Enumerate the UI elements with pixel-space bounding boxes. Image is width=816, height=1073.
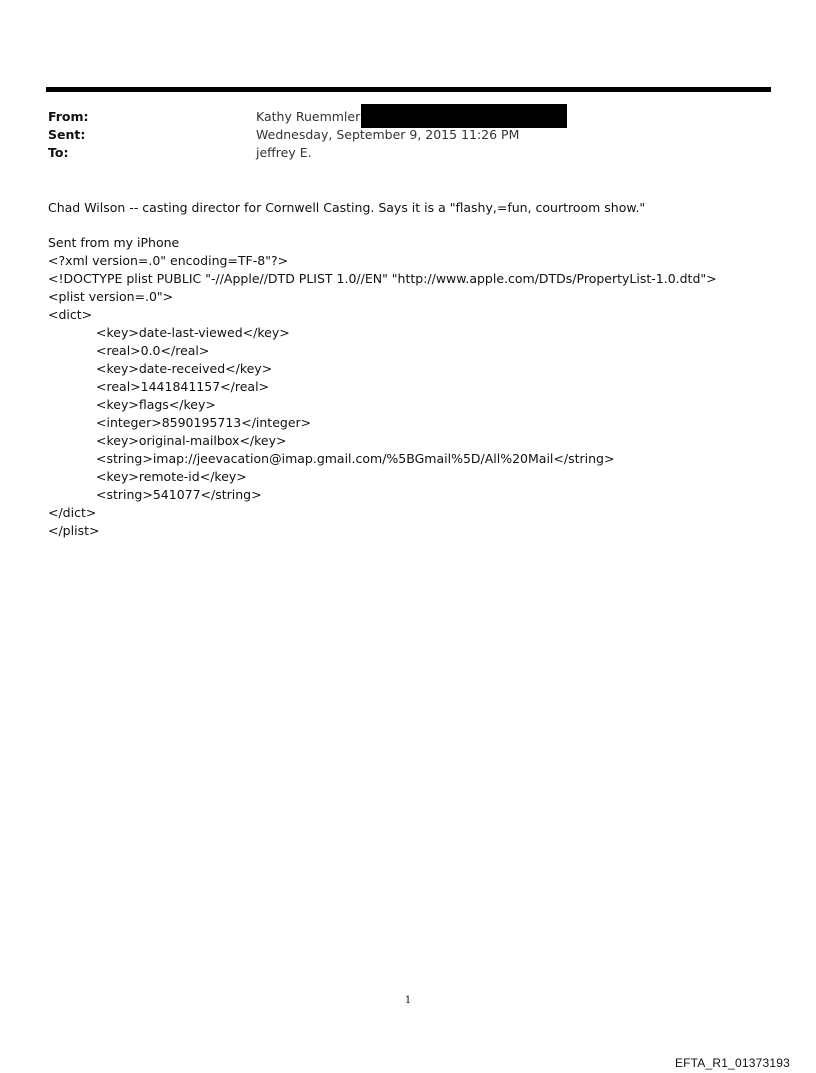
from-value: Kathy Ruemmler: [256, 109, 361, 124]
sent-value: Wednesday, September 9, 2015 11:26 PM: [256, 127, 520, 142]
sent-label: Sent:: [48, 127, 86, 142]
to-row: [48, 144, 748, 162]
plist-line: <string>imap://jeevacation@imap.gmail.com/%5BGmail%5D/All%20Mail</string>: [96, 451, 615, 466]
signature-text: Sent from my iPhone: [48, 235, 180, 250]
plist-line: <integer>8590195713</integer>: [96, 415, 312, 430]
plist-line: <string>541077</string>: [96, 487, 262, 502]
plist-line: <key>original-mailbox</key>: [96, 433, 287, 448]
plist-close: </plist>: [48, 523, 100, 538]
dict-close: </dict>: [48, 505, 97, 520]
plist-line: <real>0.0</real>: [96, 343, 210, 358]
xml-declaration: <?xml version=.0" encoding=TF-8"?>: [48, 253, 289, 268]
message-text: Chad Wilson -- casting director for Cornwell Casting. Says it is a "flashy,=fun, courtroom show.": [48, 200, 646, 215]
to-label: To:: [48, 145, 69, 160]
plist-line: <key>remote-id</key>: [96, 469, 247, 484]
document-id: EFTA_R1_01373193: [674, 1056, 790, 1070]
redaction-box: [361, 104, 567, 128]
plist-line: <real>1441841157</real>: [96, 379, 270, 394]
page-number: 1: [404, 995, 412, 1006]
dict-open: <dict>: [48, 307, 93, 322]
plist-line: <key>flags</key>: [96, 397, 216, 412]
sent-row: [48, 126, 748, 144]
doctype-line: <!DOCTYPE plist PUBLIC "-//Apple//DTD PLIST 1.0//EN" "http://www.apple.com/DTDs/PropertyList-1.0.dtd">: [48, 271, 717, 286]
to-value: jeffrey E.: [256, 145, 312, 160]
header-rule: [46, 87, 771, 92]
plist-line: <key>date-received</key>: [96, 361, 273, 376]
plist-line: <key>date-last-viewed</key>: [96, 325, 290, 340]
plist-open: <plist version=.0">: [48, 289, 174, 304]
from-label: From:: [48, 109, 89, 124]
